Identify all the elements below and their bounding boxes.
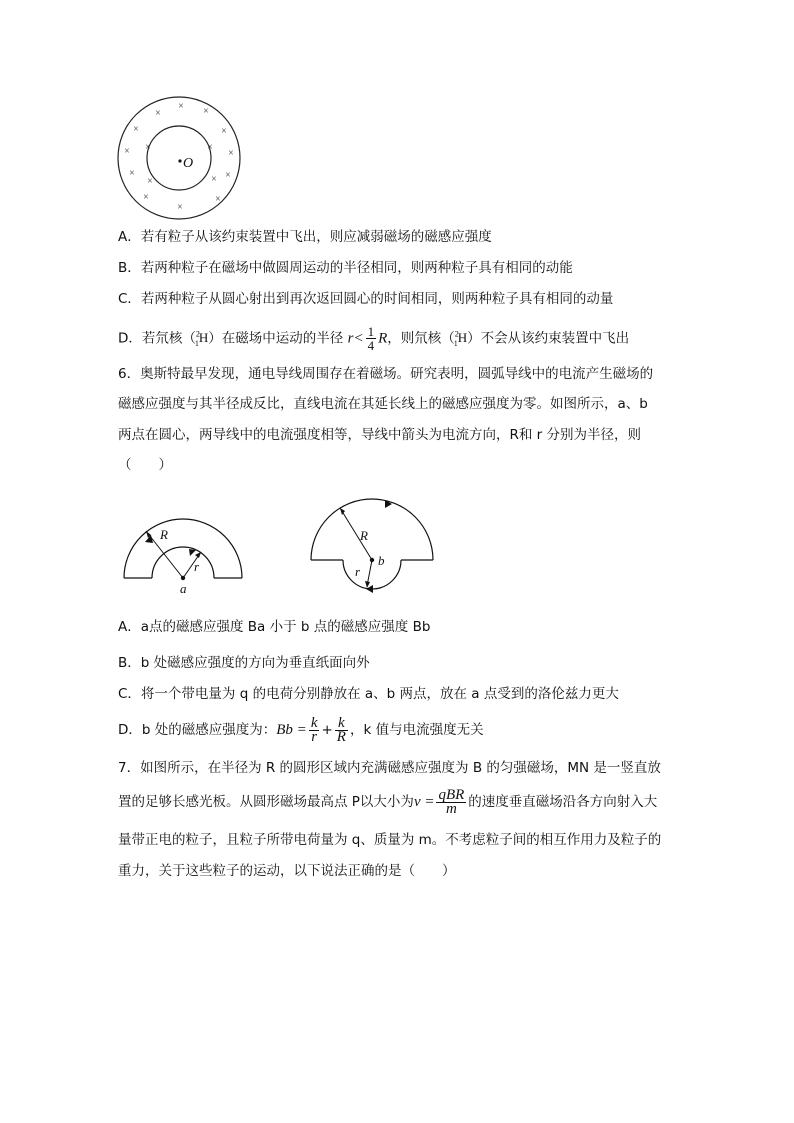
outer-arc-wire [311, 499, 433, 560]
field-crosses [124, 101, 234, 213]
svg-text:×: × [147, 176, 153, 187]
outer-arc-wire [124, 519, 242, 578]
svg-text:×: × [228, 148, 234, 159]
svg-text:×: × [177, 202, 183, 213]
one-quarter-fraction: $\frac{1}{4}$ [367, 323, 375, 353]
current-arrow-icon [189, 549, 196, 556]
arc-wire-figure-a [118, 505, 248, 596]
svg-text:×: × [211, 174, 217, 185]
q5-option-d: D．若氘核（$^2_1$H）在磁场中运动的半径 r< $\frac{1}{4}$ R，则氘核（$^2_1$H）不会从该约束装置中飞出 [118, 323, 630, 353]
q7-stem-line2: 置的足够长感光板。从圆形磁场最高点 P以大小为v = $\frac{\text{qBR}}{m}$ 的速度垂直磁场沿各方向射入大 [118, 786, 658, 817]
point-b [370, 558, 374, 562]
svg-text:×: × [145, 142, 151, 153]
inner-circle [147, 126, 211, 190]
svg-text:a: a [180, 581, 187, 596]
center-dot [178, 159, 181, 162]
ring-field-figure [110, 92, 260, 227]
center-label: O [183, 156, 194, 171]
arc-wire-figure-b [305, 478, 440, 603]
svg-text:×: × [221, 126, 227, 137]
q6-option-c: C．将一个带电量为 q 的电荷分别静放在 a、b 两点，放在 a 点受到的洛伦兹力更大 [118, 686, 619, 702]
q7-stem-line4: 重力，关于这些粒子的运动，以下说法正确的是（ ） [118, 863, 456, 879]
svg-text:×: × [178, 101, 184, 112]
q6-stem-line2: 磁感应强度与其半径成反比，直线电流在其延长线上的磁感应强度为零。如图所示，a、b [118, 396, 648, 412]
inner-arc-wire [343, 560, 401, 589]
svg-text:×: × [129, 168, 135, 179]
outer-circle [118, 97, 240, 219]
svg-text:b: b [378, 553, 385, 568]
svg-text:×: × [133, 124, 139, 135]
q5-option-c: C．若两种粒子从圆心射出到再次返回圆心的时间相同，则两种粒子具有相同的动量 [118, 291, 614, 307]
svg-text:×: × [225, 170, 231, 181]
svg-text:R: R [360, 528, 368, 543]
q5-option-a: A．若有粒子从该约束装置中飞出，则应减弱磁场的磁感应强度 [118, 229, 492, 245]
q7-stem-line1: 7．如图所示，在半径为 R 的圆形区域内充满磁感应强度为 B 的匀强磁场，MN 是一竖直放 [118, 760, 661, 776]
svg-text:×: × [215, 194, 221, 205]
q6-option-b: B．b 处磁感应强度的方向为垂直纸面向外 [118, 655, 370, 671]
q6-option-a: A．a点的磁感应强度 Ba 小于 b 点的磁感应强度 Bb [118, 619, 431, 635]
q7-stem-line3: 量带正电的粒子，且粒子所带电荷量为 q、质量为 m。不考虑粒子间的相互作用力及粒子的 [118, 832, 662, 848]
svg-text:×: × [143, 192, 149, 203]
q6-option-d: D．b 处的磁感应强度为：Bb = $\frac{k}{r}$ + $\frac{k}{R}$ ，k 值与电流强度无关 [118, 714, 484, 745]
inner-arc-wire [152, 547, 214, 578]
svg-text:×: × [124, 146, 130, 157]
point-a [181, 576, 185, 580]
svg-text:R: R [160, 527, 168, 542]
svg-text:r: r [194, 559, 200, 574]
q6-stem-line3: 两点在圆心，两导线中的电流强度相等，导线中箭头为电流方向，R和 r 分别为半径，则 [118, 427, 642, 443]
svg-text:r: r [355, 564, 361, 579]
q5-option-b: B．若两种粒子在磁场中做圆周运动的半径相同，则两种粒子具有相同的动能 [118, 260, 573, 276]
svg-text:×: × [155, 108, 161, 119]
svg-text:×: × [207, 142, 213, 153]
q6-stem-line4: （ ） [118, 457, 172, 473]
q6-stem-line1: 6．奥斯特最早发现，通电导线周围存在着磁场。研究表明，圆弧导线中的电流产生磁场的 [118, 366, 654, 382]
svg-text:×: × [203, 106, 209, 117]
velocity-fraction: $\frac{\text{qBR}}{m}$ [438, 786, 465, 817]
